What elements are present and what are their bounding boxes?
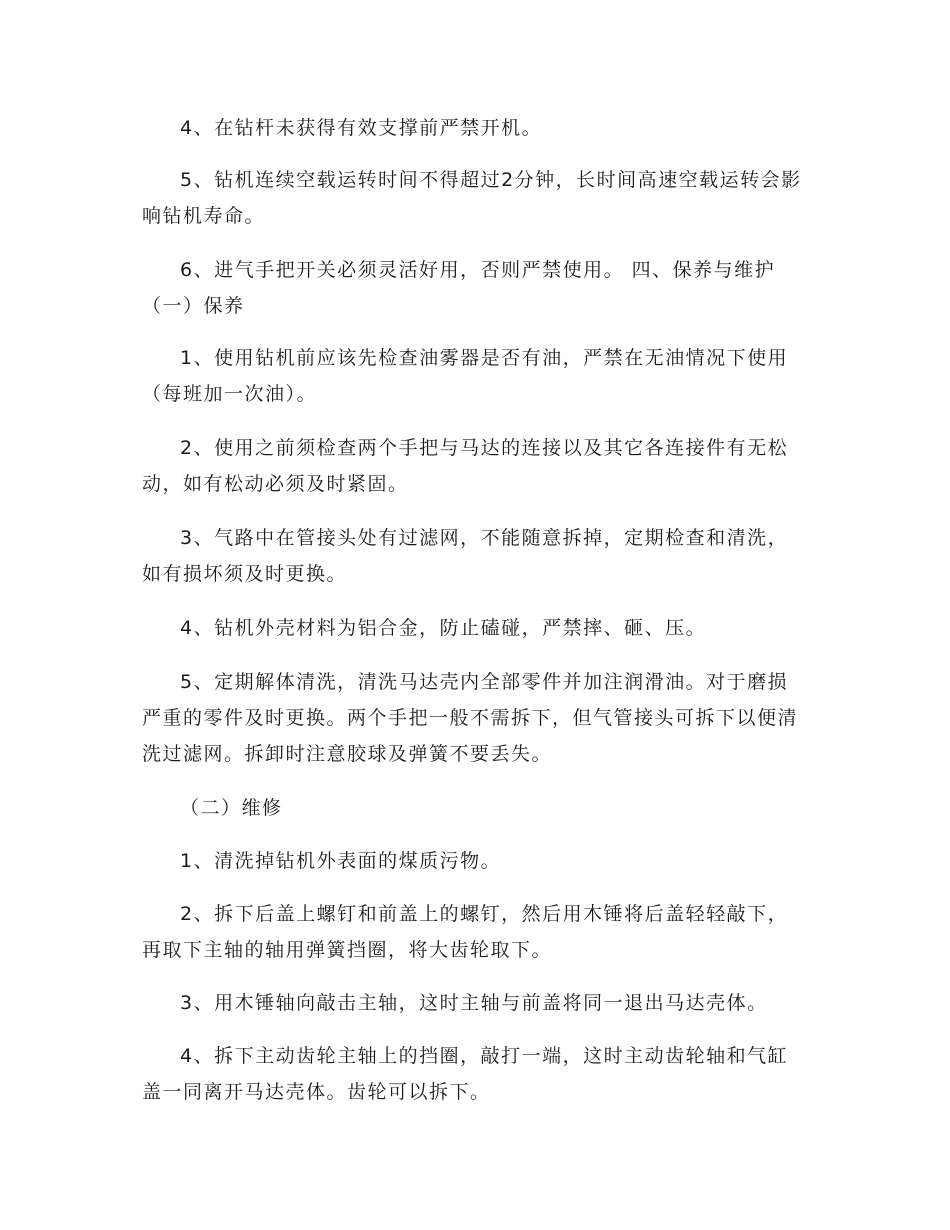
paragraph-step-4-support: 4、在钻杆未获得有效支撑前严禁开机。 — [180, 117, 543, 139]
paragraph-maintenance-1: 1、使用钻机前应该先检查油雾器是否有油，严禁在无油情况下使用（每班加一次油）。 — [142, 347, 789, 405]
paragraph-repair-1: 1、清洗掉钻机外表面的煤质污物。 — [180, 850, 502, 872]
paragraph-step-6-handle: 6、进气手把开关必须灵活好用，否则严禁使用。 四、保养与维护 （一）保养 — [142, 259, 776, 317]
paragraph-maintenance-3: 3、气路中在管接头处有过滤网，不能随意拆掉，定期检查和清洗，如有损坏须及时更换。 — [142, 527, 789, 585]
section-heading-repair: （二）维修 — [180, 797, 283, 819]
paragraph-repair-2: 2、拆下后盖上螺钉和前盖上的螺钉，然后用木锤将后盖轻轻敲下，再取下主轴的轴用弹簧挡圈，将大齿轮取下。 — [142, 903, 789, 961]
paragraph-maintenance-4: 4、钻机外壳材料为铝合金，防止磕碰，严禁摔、砸、压。 — [180, 617, 707, 639]
paragraph-repair-4: 4、拆下主动齿轮主轴上的挡圈，敲打一端，这时主动齿轮轴和气缸盖一同离开马达壳体。齿轮可以拆下。 — [142, 1045, 789, 1103]
paragraph-maintenance-2: 2、使用之前须检查两个手把与马达的连接以及其它各连接件有无松动，如有松动必须及时紧固。 — [142, 437, 789, 495]
paragraph-repair-3: 3、用木锤轴向敲击主轴，这时主轴与前盖将同一退出马达壳体。 — [180, 992, 768, 1014]
paragraph-step-5-idle: 5、钻机连续空载运转时间不得超过2分钟，长时间高速空载运转会影响钻机寿命。 — [142, 169, 802, 227]
paragraph-maintenance-5: 5、定期解体清洗，清洗马达壳内全部零件并加注润滑油。对于磨损严重的零件及时更换。两个手把一般不需拆下，但气管接头可拆下以便清洗过滤网。拆卸时注意胶球及弹簧不要丢失。 — [142, 671, 799, 765]
